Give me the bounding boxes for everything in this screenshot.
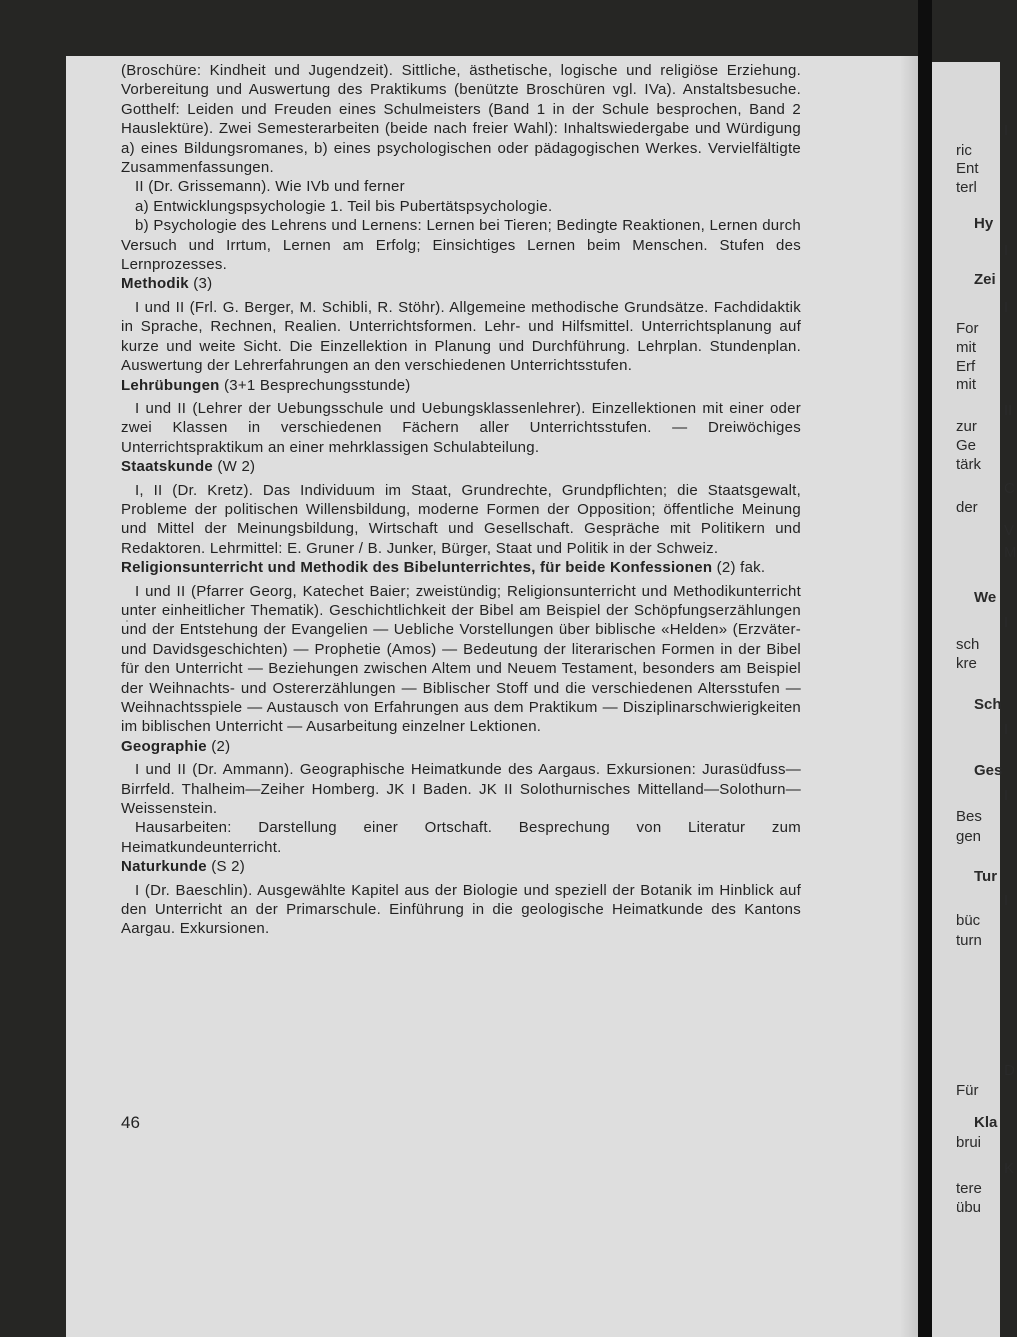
section-heading <box>121 457 801 476</box>
next-page-text-fragment: terl <box>956 179 977 196</box>
next-page-text-fragment: Kla <box>974 1114 998 1131</box>
section-hours: (2) <box>211 737 231 755</box>
book-spine-edge <box>918 0 932 1337</box>
section-heading <box>121 274 801 293</box>
next-page-text-fragment: übu <box>956 1199 982 1216</box>
section-title: Religionsunterricht und Methodik des Bibelunterrichtes, für beide Konfessionen <box>121 559 713 577</box>
paragraph: I und II (Lehrer der Uebungsschule und Uebungsklassenlehrer). Einzellektionen mit einer oder zwei Klassen in verschiedenen Fächern aller Unterrichtsstufen. — Dreiwöchiges Unterrichtspraktikum an einer mehrklassigen Schulabteilung. <box>121 399 801 456</box>
paragraph: Hausarbeiten: Darstellung einer Ortschaft. Besprechung von Literatur zum Heimatkundeunterricht. <box>121 819 801 856</box>
section-heading <box>121 737 801 756</box>
next-page-text-fragment: kre <box>956 655 977 672</box>
next-page-text-fragment: mit <box>956 376 976 393</box>
next-page-text-fragment: tere <box>956 1180 982 1197</box>
section-heading <box>121 857 801 876</box>
paragraph: I und II (Pfarrer Georg, Katechet Baier; zweistündig; Religionsunterricht und Methodikunterricht unter einheitlicher Thematik). Geschichtlichkeit der Bibel am Beispiel der Schöpfungserzählungen und der Entstehung der Evangelien — Uebliche Vorstellungen über biblische «Helden» (Erzväter- und Davidsgeschichten) — Prophetie (Amos) — Bedeutung der literarischen Formen in der Bibel für den Unterricht — Beziehungen zwischen Altem und Neuem Testament, besonders am Beispiel der Weihnachts- und Ostererzählungen — Biblischer Stoff und die verschiedenen Altersstufen — Weihnachtsspiele — Austausch von Erfahrungen aus dem Praktikum — Disziplinarschwierigkeiten im biblischen Unterricht — Ausarbeitung einzelner Lektionen. <box>121 582 801 736</box>
next-page-text-fragment: Tur <box>974 868 998 885</box>
section-hours: (3+1 Besprechungsstunde) <box>224 376 411 394</box>
next-page-text-fragment: I <box>1004 242 1009 259</box>
section-hours: (S 2) <box>211 858 246 876</box>
section-hours: (W 2) <box>217 458 256 476</box>
next-page-text-fragment: der <box>956 499 978 516</box>
next-page-text-fragment: Sch <box>974 696 1002 713</box>
next-page-text-fragment: M <box>1004 544 1017 561</box>
next-page-text-fragment: C <box>1004 480 1015 497</box>
next-page-text-fragment: ric <box>956 142 972 159</box>
paragraph: a) Entwicklungspsychologie 1. Teil bis Pubertätspsychologie. <box>135 197 553 215</box>
page-body-text <box>121 61 801 939</box>
paragraph: b) Psychologie des Lehrens und Lernens: Lernen bei Tieren; Bedingte Reaktionen, Lernen durch Versuch und Irrtum, Lernen am Erfolg; Einsichtiges Lernen beim Menschen. Stufen des Lernprozesses. <box>121 217 801 274</box>
next-page-text-fragment: Ge <box>956 437 977 454</box>
paragraph: I und II (Dr. Ammann). Geographische Heimatkunde des Aargaus. Exkursionen: Jurasüdfuss—Birrfeld. Thalheim—Zeiher Homberg. JK I Baden. JK II Solothurnisches Mittelland—Solothurn—Weissenstein. <box>121 761 801 818</box>
next-page-text-fragment: Für <box>956 1082 979 1099</box>
section-title: Methodik <box>121 275 189 293</box>
next-page-text-fragment: büc <box>956 912 981 929</box>
next-page-text-fragment: Ent <box>956 160 979 177</box>
next-page-text-fragment: zur <box>956 418 977 435</box>
next-page-text-fragment: I <box>1004 787 1009 804</box>
next-page-text-fragment: Hy <box>974 215 994 232</box>
paragraph: (Broschüre: Kindheit und Jugendzeit). Sittliche, ästhetische, logische und religiöse Erziehung. Vorbereitung und Auswertung des Praktikums (benützte Broschüren vgl. IVa). Anstaltsbesuche. Gotthelf: Leiden und Freuden eines Schulmeisters (Band 1 in der Schule besprochen, Band 2 Hauslektüre). Zwei Semesterarbeiten (beide nach freier Wahl): Inhaltswiedergabe und Würdigung a) eines Bildungsromanes, b) eines psychologischen oder pädagogischen Werkes. Vervielfältigte Zusammenfassungen. <box>121 62 801 177</box>
next-page-text-fragment: gen <box>956 828 982 845</box>
next-page-text-fragment: Erf <box>956 358 976 375</box>
next-page-text-fragment: sch <box>956 636 980 653</box>
paragraph: II (Dr. Grissemann). Wie IVb und ferner <box>135 178 405 196</box>
next-page-text-fragment: I <box>1004 614 1009 631</box>
next-page-text-fragment: For <box>956 320 979 337</box>
page-gutter-shadow <box>900 56 918 1337</box>
paragraph: I, II (Dr. Kretz). Das Individuum im Staat, Grundrechte, Grundpflichten; die Staatsgewalt, Probleme der politischen Willensbildung, moderne Formen der Opposition; öffentliche Meinung und Mittel der Meinungsbildung, Wirtschaft und Gesellschaft. Gespräche mit Politikern und Redaktoren. Lehrmittel: E. Gruner / B. Junker, Bürger, Staat und Politik in der Schweiz. <box>121 481 801 557</box>
next-page-text-fragment: We <box>974 589 997 606</box>
next-page-fragment <box>932 62 1017 1337</box>
next-page-text-fragment: I <box>1004 721 1009 738</box>
next-page-text-fragment: turn <box>956 932 982 949</box>
next-page-text-fragment: II <box>1004 402 1013 419</box>
page-number: 46 <box>121 1113 140 1132</box>
section-heading <box>121 376 801 395</box>
next-page-text-fragment: Zei <box>974 271 996 288</box>
next-page-text-fragment: mit <box>956 339 976 356</box>
next-page-text-fragment: I <box>1004 299 1009 316</box>
paragraph: I (Dr. Baeschlin). Ausgewählte Kapitel aus der Biologie und speziell der Botanik im Hinblick auf den Unterricht an der Primarschule. Einführung in die geologische Heimatkunde des Kantons Aargau. Exkursionen. <box>121 881 801 938</box>
section-title: Geographie <box>121 737 207 755</box>
next-page-text-fragment: brui <box>956 1134 982 1151</box>
section-title: Naturkunde <box>121 858 207 876</box>
next-page-text-fragment: I <box>1004 122 1009 139</box>
section-heading <box>121 558 801 577</box>
next-page-text-fragment: D <box>1004 1062 1015 1079</box>
section-hours: (3) <box>193 275 213 293</box>
next-page-text-fragment: Ges <box>974 762 1003 779</box>
next-page-text-fragment: K <box>1004 1160 1015 1177</box>
section-title: Staatskunde <box>121 458 213 476</box>
next-page-text-fragment: I <box>1004 892 1009 909</box>
next-page-text-fragment: tärk <box>956 456 982 473</box>
next-page-text-fragment: Bes <box>956 808 982 825</box>
section-title: Lehrübungen <box>121 376 220 394</box>
section-hours: (2) fak. <box>716 559 766 577</box>
next-page-text-fragment: V <box>1004 522 1015 539</box>
paragraph: I und II (Frl. G. Berger, M. Schibli, R. Stöhr). Allgemeine methodische Grundsätze. Fachdidaktik in Sprache, Rechnen, Realien. Unterrichtsformen. Lehr- und Hilfsmittel. Unterrichtsplanung auf kurze und weite Sicht. Die Einzellektion in Planung und Durchführung. Lehrplan. Stundenplan. Auswertung der Lehrerfahrungen an den verschiedenen Unterrichtsstufen. <box>121 298 801 375</box>
